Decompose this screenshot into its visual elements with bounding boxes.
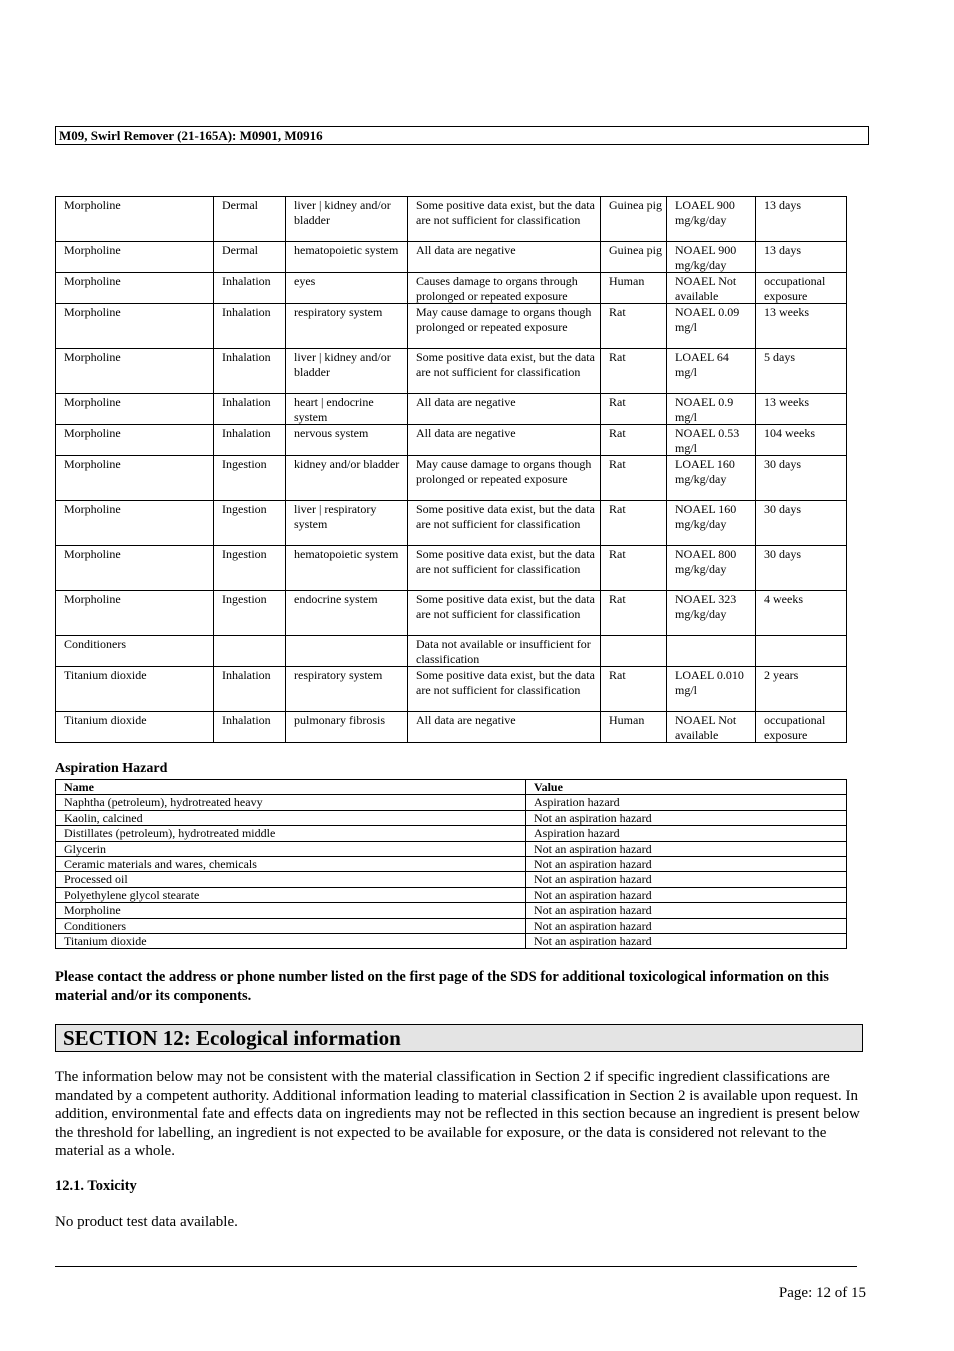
- table-cell: Rat: [601, 501, 667, 546]
- table-cell: endocrine system: [286, 591, 408, 636]
- table-cell: 13 days: [756, 242, 847, 273]
- table-cell: 30 days: [756, 501, 847, 546]
- table-cell: NOAEL 0.9 mg/l: [667, 394, 756, 425]
- footer-divider: [55, 1266, 857, 1267]
- table-cell: liver | kidney and/or bladder: [286, 197, 408, 242]
- table-row: [56, 394, 847, 425]
- table-cell: Morpholine: [56, 197, 214, 242]
- table-cell: [667, 636, 756, 667]
- table-cell: respiratory system: [286, 304, 408, 349]
- table-cell: [286, 636, 408, 667]
- table-cell: kidney and/or bladder: [286, 456, 408, 501]
- table-cell: liver | kidney and/or bladder: [286, 349, 408, 394]
- table-row: [56, 546, 847, 591]
- table-cell: All data are negative: [408, 242, 601, 273]
- table-row: [56, 795, 847, 810]
- table-cell: 2 years: [756, 667, 847, 712]
- document-header: M09, Swirl Remover (21-165A): M0901, M0916: [55, 126, 869, 145]
- table-cell: nervous system: [286, 425, 408, 456]
- table-row: [56, 425, 847, 456]
- table-cell: Not an aspiration hazard: [526, 857, 847, 872]
- table-cell: Not an aspiration hazard: [526, 903, 847, 918]
- table-row: [56, 501, 847, 546]
- aspiration-hazard-title: Aspiration Hazard: [55, 761, 168, 776]
- table-row: [56, 810, 847, 825]
- table-row: [56, 636, 847, 667]
- table-cell: Titanium dioxide: [56, 934, 526, 949]
- table-cell: Dermal: [214, 197, 286, 242]
- table-cell: 30 days: [756, 456, 847, 501]
- table-cell: Processed oil: [56, 872, 526, 887]
- table-cell: Ingestion: [214, 501, 286, 546]
- table-cell: 13 days: [756, 197, 847, 242]
- table-cell: Some positive data exist, but the data are not sufficient for classification: [408, 667, 601, 712]
- table-row: [56, 304, 847, 349]
- table-cell: Morpholine: [56, 304, 214, 349]
- table-cell: All data are negative: [408, 712, 601, 743]
- table-cell: Not an aspiration hazard: [526, 872, 847, 887]
- table-cell: Titanium dioxide: [56, 712, 214, 743]
- table-cell: Inhalation: [214, 394, 286, 425]
- table-cell: NOAEL Not available: [667, 712, 756, 743]
- table-cell: occupational exposure: [756, 712, 847, 743]
- table-cell: Kaolin, calcined: [56, 810, 526, 825]
- table-cell: pulmonary fibrosis: [286, 712, 408, 743]
- table-cell: Morpholine: [56, 903, 526, 918]
- table-cell: hematopoietic system: [286, 242, 408, 273]
- table-cell: Guinea pig: [601, 197, 667, 242]
- table-cell: Not an aspiration hazard: [526, 810, 847, 825]
- table-cell: Morpholine: [56, 456, 214, 501]
- table-cell: 4 weeks: [756, 591, 847, 636]
- table-cell: Inhalation: [214, 667, 286, 712]
- table-cell: 13 weeks: [756, 304, 847, 349]
- table-cell: Human: [601, 712, 667, 743]
- table-cell: Data not available or insufficient for classification: [408, 636, 601, 667]
- table-cell: 104 weeks: [756, 425, 847, 456]
- table-cell: [601, 636, 667, 667]
- table-cell: Ingestion: [214, 591, 286, 636]
- page-number: Page: 12 of 15: [778, 1285, 866, 1301]
- no-data-text: No product test data available.: [55, 1214, 238, 1230]
- table-cell: [756, 636, 847, 667]
- table-cell: Conditioners: [56, 636, 214, 667]
- table-cell: Morpholine: [56, 425, 214, 456]
- table-cell: Morpholine: [56, 501, 214, 546]
- table-cell: hematopoietic system: [286, 546, 408, 591]
- table-cell: 13 weeks: [756, 394, 847, 425]
- table-cell: Morpholine: [56, 394, 214, 425]
- table-cell: LOAEL 64 mg/l: [667, 349, 756, 394]
- table-cell: Rat: [601, 667, 667, 712]
- table-cell: NOAEL 900 mg/kg/day: [667, 242, 756, 273]
- table-cell: Inhalation: [214, 273, 286, 304]
- table-row: [56, 887, 847, 902]
- table-cell: Rat: [601, 304, 667, 349]
- table-cell: 30 days: [756, 546, 847, 591]
- target-organ-toxicity-table: [55, 196, 847, 743]
- table-cell: Ceramic materials and wares, chemicals: [56, 857, 526, 872]
- table-cell: occupational exposure: [756, 273, 847, 304]
- table-cell: Glycerin: [56, 841, 526, 856]
- table-cell: May cause damage to organs though prolonged or repeated exposure: [408, 456, 601, 501]
- table-cell: heart | endocrine system: [286, 394, 408, 425]
- table-cell: Morpholine: [56, 546, 214, 591]
- section-12-intro: The information below may not be consistent with the material classification in Section 2 if specific ingredient classifications are mandated by a competent authority. Additional information leading to material classification in Section 2 is available upon request. In addition, environmental fate and effects data on ingredients may not be reflected in this section because an ingredient is present below the threshold for labelling, an ingredient is not expected to be available for exposure, or the data is considered not relevant to the material as a whole.: [55, 1069, 860, 1160]
- table-cell: Naphtha (petroleum), hydrotreated heavy: [56, 795, 526, 810]
- table-cell: Rat: [601, 394, 667, 425]
- table-row: [56, 826, 847, 841]
- table-cell: All data are negative: [408, 394, 601, 425]
- contact-note: Please contact the address or phone number listed on the first page of the SDS for additional toxicological information on this material and/or its components.: [55, 969, 829, 1004]
- column-header-name: Name: [56, 780, 526, 795]
- table-row: [56, 456, 847, 501]
- table-row: [56, 712, 847, 743]
- toxicity-subheading: 12.1. Toxicity: [55, 1178, 137, 1194]
- table-cell: NOAEL 0.09 mg/l: [667, 304, 756, 349]
- table-cell: LOAEL 0.010 mg/l: [667, 667, 756, 712]
- table-row: [56, 591, 847, 636]
- table-cell: Guinea pig: [601, 242, 667, 273]
- table-row: [56, 934, 847, 949]
- table-header-row: [56, 780, 847, 795]
- table-cell: Polyethylene glycol stearate: [56, 887, 526, 902]
- table-cell: Inhalation: [214, 304, 286, 349]
- table-cell: NOAEL 160 mg/kg/day: [667, 501, 756, 546]
- table-cell: NOAEL 800 mg/kg/day: [667, 546, 756, 591]
- table-cell: Morpholine: [56, 591, 214, 636]
- table-cell: Rat: [601, 349, 667, 394]
- table-cell: NOAEL 323 mg/kg/day: [667, 591, 756, 636]
- table-cell: Not an aspiration hazard: [526, 934, 847, 949]
- table-cell: eyes: [286, 273, 408, 304]
- table-cell: Titanium dioxide: [56, 667, 214, 712]
- table-cell: LOAEL 160 mg/kg/day: [667, 456, 756, 501]
- table-cell: Dermal: [214, 242, 286, 273]
- table-row: [56, 857, 847, 872]
- table-cell: Some positive data exist, but the data are not sufficient for classification: [408, 501, 601, 546]
- table-row: [56, 349, 847, 394]
- table-cell: Rat: [601, 591, 667, 636]
- table-cell: Some positive data exist, but the data are not sufficient for classification: [408, 546, 601, 591]
- table-cell: Some positive data exist, but the data are not sufficient for classification: [408, 349, 601, 394]
- table-cell: Inhalation: [214, 349, 286, 394]
- table-cell: liver | respiratory system: [286, 501, 408, 546]
- table-cell: Causes damage to organs through prolonged or repeated exposure: [408, 273, 601, 304]
- table-cell: 5 days: [756, 349, 847, 394]
- table-cell: May cause damage to organs though prolonged or repeated exposure: [408, 304, 601, 349]
- table-cell: Rat: [601, 425, 667, 456]
- section-12-heading: SECTION 12: Ecological information: [55, 1024, 863, 1052]
- table-cell: Ingestion: [214, 546, 286, 591]
- column-header-value: Value: [526, 780, 847, 795]
- table-cell: Morpholine: [56, 242, 214, 273]
- table-cell: Ingestion: [214, 456, 286, 501]
- aspiration-hazard-table: [55, 779, 847, 949]
- table-cell: Morpholine: [56, 349, 214, 394]
- table-cell: Not an aspiration hazard: [526, 841, 847, 856]
- table-row: [56, 918, 847, 933]
- table-row: [56, 242, 847, 273]
- table-row: [56, 841, 847, 856]
- table-cell: All data are negative: [408, 425, 601, 456]
- table-cell: Not an aspiration hazard: [526, 918, 847, 933]
- table-row: [56, 872, 847, 887]
- table-cell: LOAEL 900 mg/kg/day: [667, 197, 756, 242]
- table-cell: Conditioners: [56, 918, 526, 933]
- table-cell: Some positive data exist, but the data are not sufficient for classification: [408, 197, 601, 242]
- table-cell: Aspiration hazard: [526, 795, 847, 810]
- table-cell: Rat: [601, 456, 667, 501]
- table-cell: Some positive data exist, but the data are not sufficient for classification: [408, 591, 601, 636]
- table-row: [56, 667, 847, 712]
- table-cell: Human: [601, 273, 667, 304]
- table-row: [56, 197, 847, 242]
- table-row: [56, 903, 847, 918]
- table-row: [56, 273, 847, 304]
- table-cell: Not an aspiration hazard: [526, 887, 847, 902]
- table-cell: Rat: [601, 546, 667, 591]
- table-cell: [214, 636, 286, 667]
- table-cell: Distillates (petroleum), hydrotreated middle: [56, 826, 526, 841]
- table-cell: Inhalation: [214, 425, 286, 456]
- table-cell: respiratory system: [286, 667, 408, 712]
- table-cell: Inhalation: [214, 712, 286, 743]
- table-cell: Morpholine: [56, 273, 214, 304]
- table-cell: NOAEL Not available: [667, 273, 756, 304]
- table-cell: Aspiration hazard: [526, 826, 847, 841]
- table-cell: NOAEL 0.53 mg/l: [667, 425, 756, 456]
